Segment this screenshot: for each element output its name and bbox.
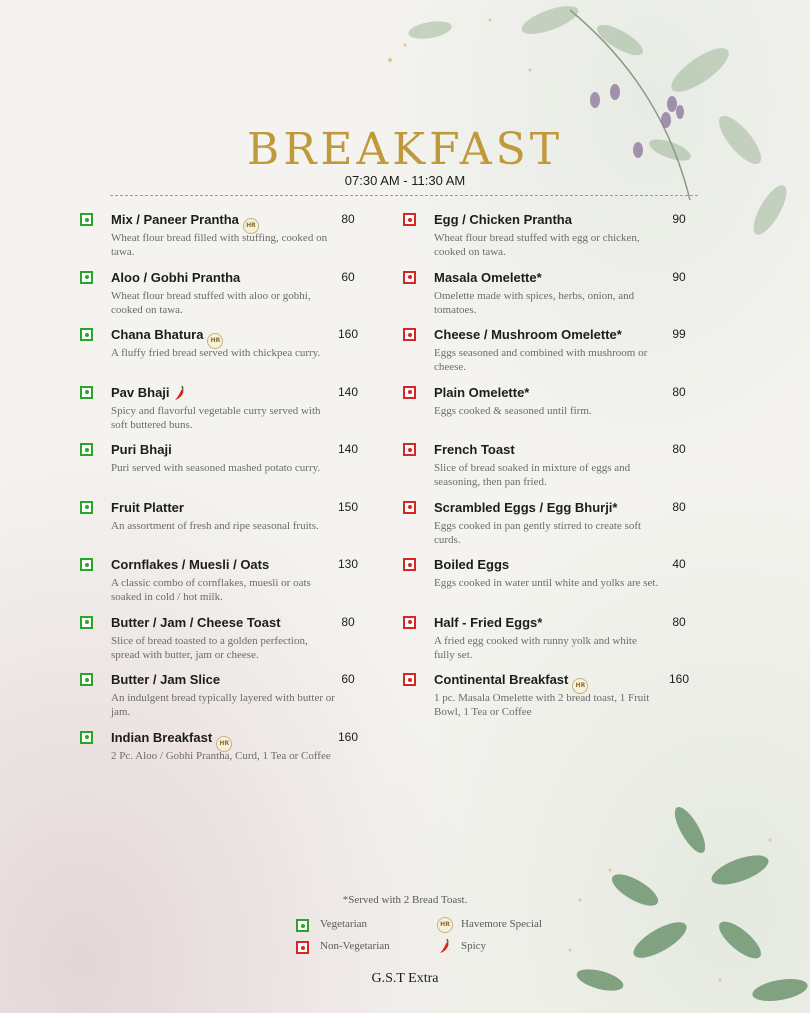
item-description: Wheat flour bread stuffed with egg or chicken, cooked on tawa. bbox=[434, 232, 640, 258]
chili-icon bbox=[439, 938, 451, 954]
item-name-text: Boiled Eggs bbox=[434, 557, 510, 572]
item-price: 80 bbox=[672, 614, 686, 629]
havemore-special-icon: HR bbox=[572, 678, 588, 694]
item-name-text: Mix / Paneer Prantha bbox=[111, 212, 239, 227]
menu-item bbox=[403, 440, 703, 498]
nonveg-mark-icon bbox=[403, 501, 416, 514]
item-price: 160 bbox=[338, 729, 359, 744]
nonveg-mark-icon bbox=[403, 443, 416, 456]
item-price: 150 bbox=[338, 499, 359, 514]
item-price: 90 bbox=[672, 269, 686, 284]
legend-vegetarian: Vegetarian bbox=[320, 918, 368, 930]
item-name-text: Half - Fried Eggs* bbox=[434, 614, 543, 630]
item-description: An assortment of fresh and ripe seasonal fruits. bbox=[111, 519, 319, 532]
veg-mark-icon bbox=[80, 731, 93, 744]
item-name-text: Butter / Jam Slice bbox=[111, 672, 221, 687]
item-description: Spicy and flavorful vegetable curry served with soft buttered buns. bbox=[111, 404, 321, 431]
item-price: 160 bbox=[669, 672, 690, 686]
item-name-text: Continental Breakfast bbox=[434, 672, 569, 687]
item-description: Slice of bread soaked in mixture of eggs and seasoning, then pan fried. bbox=[434, 462, 631, 488]
vegetarian-column bbox=[80, 210, 380, 785]
item-name bbox=[111, 672, 220, 687]
item-description: A fluffy fried bread served with chickpea curry. bbox=[111, 347, 321, 359]
veg-mark-icon bbox=[80, 443, 93, 456]
item-name bbox=[434, 270, 542, 285]
item-name-text: Butter / Jam / Cheese Toast bbox=[111, 614, 281, 630]
menu-item bbox=[403, 498, 703, 556]
veg-mark-icon bbox=[80, 271, 93, 284]
menu-item bbox=[80, 210, 380, 268]
nonveg-mark-icon bbox=[403, 213, 416, 226]
item-name bbox=[434, 442, 515, 457]
item-price: 80 bbox=[341, 212, 355, 226]
item-description: Puri served with seasoned mashed potato curry. bbox=[111, 462, 321, 474]
service-hours: 07:30 AM - 11:30 AM bbox=[344, 173, 466, 188]
item-price: 140 bbox=[338, 442, 359, 456]
item-name bbox=[111, 385, 186, 401]
item-name-text: Fruit Platter bbox=[111, 499, 184, 515]
item-price: 140 bbox=[338, 384, 359, 399]
item-description: An indulgent bread typically layered with butter or jam. bbox=[111, 692, 335, 718]
item-price: 80 bbox=[672, 442, 686, 456]
item-price: 90 bbox=[672, 212, 686, 226]
nonveg-mark-icon bbox=[403, 328, 416, 341]
item-name-text: Aloo / Gobhi Prantha bbox=[111, 269, 241, 285]
item-name bbox=[111, 442, 172, 457]
item-name bbox=[111, 500, 184, 515]
veg-mark-icon bbox=[80, 501, 93, 514]
item-name-text: Masala Omelette* bbox=[434, 269, 542, 285]
item-name bbox=[434, 385, 529, 400]
item-description: Eggs cooked in pan gently stirred to create soft curds. bbox=[434, 519, 642, 546]
item-price: 160 bbox=[338, 327, 359, 341]
item-name bbox=[111, 615, 281, 630]
item-description: 1 pc. Masala Omelette with 2 bread toast, 1 Fruit Bowl, 1 Tea or Coffee bbox=[434, 692, 650, 718]
item-price: 60 bbox=[341, 269, 355, 284]
menu-title: BREAKFAST bbox=[246, 124, 564, 175]
item-description: Slice of bread toasted to a golden perfection, spread with butter, jam or cheese. bbox=[111, 634, 308, 661]
item-description: A fried egg cooked with runny yolk and white fully set. bbox=[434, 634, 637, 661]
menu-item bbox=[403, 210, 703, 268]
item-name-text: Chana Bhatura bbox=[111, 327, 204, 342]
chili-icon bbox=[174, 385, 186, 401]
item-price: 99 bbox=[672, 327, 686, 341]
item-description: Eggs seasoned and combined with mushroom or cheese. bbox=[434, 347, 648, 373]
item-name-text: Pav Bhaji bbox=[111, 384, 170, 400]
item-description: Wheat flour bread filled with stuffing, cooked on tawa. bbox=[111, 232, 328, 258]
menu-item bbox=[403, 613, 703, 671]
menu-item bbox=[80, 670, 380, 728]
item-description: A classic combo of cornflakes, muesli or oats soaked in cold / hot milk. bbox=[111, 577, 311, 603]
veg-mark-icon bbox=[80, 673, 93, 686]
item-price: 40 bbox=[672, 557, 686, 571]
veg-mark-icon bbox=[296, 919, 309, 932]
item-name-text: Plain Omelette* bbox=[434, 384, 530, 400]
item-name-text: Egg / Chicken Prantha bbox=[434, 212, 572, 227]
item-name-text: Puri Bhaji bbox=[111, 442, 172, 457]
veg-mark-icon bbox=[80, 328, 93, 341]
item-price: 80 bbox=[672, 499, 686, 514]
menu-item bbox=[80, 440, 380, 498]
item-description: Wheat flour bread stuffed with aloo or gobhi, cooked on tawa. bbox=[111, 289, 311, 316]
item-price: 60 bbox=[341, 672, 355, 686]
item-name bbox=[434, 500, 617, 515]
havemore-special-icon: HR bbox=[243, 218, 259, 234]
item-name bbox=[434, 327, 622, 342]
menu-item bbox=[80, 268, 380, 326]
title-divider bbox=[110, 195, 698, 196]
item-name bbox=[434, 557, 509, 572]
nonveg-mark-icon bbox=[296, 941, 309, 954]
item-price: 80 bbox=[672, 384, 686, 399]
item-price: 130 bbox=[338, 557, 359, 571]
havemore-special-icon: HR bbox=[437, 917, 453, 933]
menu-item bbox=[80, 498, 380, 556]
veg-mark-icon bbox=[80, 386, 93, 399]
item-description: Omelette made with spices, herbs, onion, and tomatoes. bbox=[434, 289, 635, 316]
menu-item bbox=[80, 728, 380, 786]
nonveg-mark-icon bbox=[403, 616, 416, 629]
footnote: *Served with 2 Bread Toast. bbox=[342, 894, 468, 906]
havemore-special-icon: HR bbox=[216, 736, 232, 752]
item-name-text: Cornflakes / Muesli / Oats bbox=[111, 557, 270, 572]
item-description: Eggs cooked & seasoned until firm. bbox=[434, 404, 592, 417]
item-name bbox=[434, 615, 542, 630]
item-name bbox=[111, 557, 269, 572]
item-name-text: Scrambled Eggs / Egg Bhurji* bbox=[434, 499, 618, 515]
menu-item bbox=[80, 613, 380, 671]
gst-note: G.S.T Extra bbox=[371, 971, 439, 986]
legend-spicy: Spicy bbox=[461, 940, 487, 952]
item-price: 80 bbox=[341, 614, 355, 629]
menu-item bbox=[80, 325, 380, 383]
item-name-text: Indian Breakfast bbox=[111, 729, 213, 745]
item-description: 2 Pc. Aloo / Gobhi Prantha, Curd, 1 Tea or Coffee bbox=[111, 749, 331, 762]
menu-item bbox=[80, 555, 380, 613]
veg-mark-icon bbox=[80, 558, 93, 571]
veg-mark-icon bbox=[80, 616, 93, 629]
nonveg-mark-icon bbox=[403, 673, 416, 686]
legend-havemore-special: Havemore Special bbox=[461, 918, 542, 930]
nonveg-mark-icon bbox=[403, 271, 416, 284]
item-name bbox=[111, 270, 240, 285]
item-name bbox=[434, 212, 572, 227]
nonveg-mark-icon bbox=[403, 558, 416, 571]
item-name-text: Cheese / Mushroom Omelette* bbox=[434, 327, 622, 342]
menu-item bbox=[403, 670, 703, 728]
legend-non-vegetarian: Non-Vegetarian bbox=[320, 940, 390, 952]
item-name-text: French Toast bbox=[434, 442, 515, 457]
veg-mark-icon bbox=[80, 213, 93, 226]
menu-item bbox=[403, 268, 703, 326]
nonveg-mark-icon bbox=[403, 386, 416, 399]
non-vegetarian-column bbox=[403, 210, 703, 728]
item-description: Eggs cooked in water until white and yolks are set. bbox=[434, 577, 659, 589]
havemore-special-icon: HR bbox=[207, 333, 223, 349]
menu-item bbox=[403, 383, 703, 441]
menu-item bbox=[403, 555, 703, 613]
menu-item bbox=[403, 325, 703, 383]
menu-item bbox=[80, 383, 380, 441]
